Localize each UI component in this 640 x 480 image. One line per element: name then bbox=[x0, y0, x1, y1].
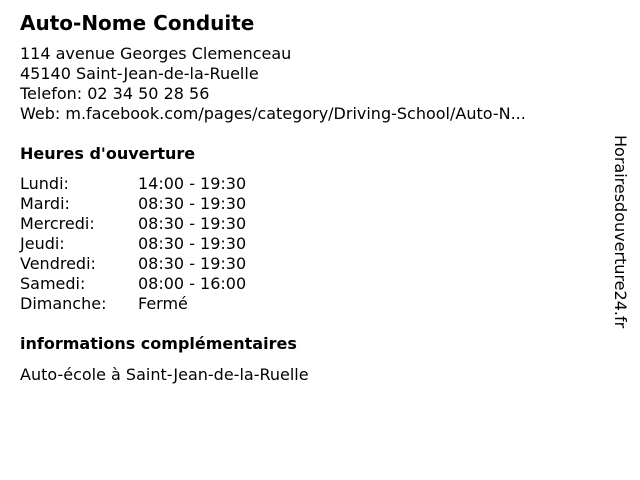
hours-row-thursday bbox=[20, 234, 246, 254]
hours-row-wednesday bbox=[20, 214, 246, 234]
time-range: 14:00 - 19:30 bbox=[138, 174, 247, 193]
additional-info-text: Auto-école à Saint-Jean-de-la-Ruelle bbox=[20, 365, 309, 384]
time-range: 08:30 - 19:30 bbox=[138, 214, 247, 233]
day-label: Samedi: bbox=[20, 274, 86, 293]
hours-row-friday bbox=[20, 254, 246, 274]
time-range: 08:30 - 19:30 bbox=[138, 234, 247, 253]
website-link[interactable]: Web: m.facebook.com/pages/category/Driving-School/Auto-N... bbox=[20, 104, 526, 123]
contact-block bbox=[20, 44, 526, 124]
hours-row-tuesday bbox=[20, 194, 246, 214]
day-label: Mercredi: bbox=[20, 214, 95, 233]
time-range: 08:30 - 19:30 bbox=[138, 194, 247, 213]
day-label: Lundi: bbox=[20, 174, 69, 193]
business-name: Auto-Nome Conduite bbox=[20, 11, 255, 35]
day-label: Jeudi: bbox=[20, 234, 65, 253]
site-watermark: Horairesdouverture24.fr bbox=[611, 135, 630, 329]
day-label: Vendredi: bbox=[20, 254, 96, 273]
opening-hours-list bbox=[20, 174, 246, 314]
day-label: Dimanche: bbox=[20, 294, 107, 313]
time-range: 08:30 - 19:30 bbox=[138, 254, 247, 273]
hours-row-sunday bbox=[20, 294, 246, 314]
hours-row-monday bbox=[20, 174, 246, 194]
day-label: Mardi: bbox=[20, 194, 70, 213]
time-range: Fermé bbox=[138, 294, 188, 313]
address-street: 114 avenue Georges Clemenceau bbox=[20, 44, 292, 63]
opening-hours-heading: Heures d'ouverture bbox=[20, 144, 196, 163]
additional-info-heading: informations complémentaires bbox=[20, 334, 297, 353]
time-range: 08:00 - 16:00 bbox=[138, 274, 247, 293]
phone-number: Telefon: 02 34 50 28 56 bbox=[20, 84, 210, 103]
address-city: 45140 Saint-Jean-de-la-Ruelle bbox=[20, 64, 259, 83]
hours-row-saturday bbox=[20, 274, 246, 294]
